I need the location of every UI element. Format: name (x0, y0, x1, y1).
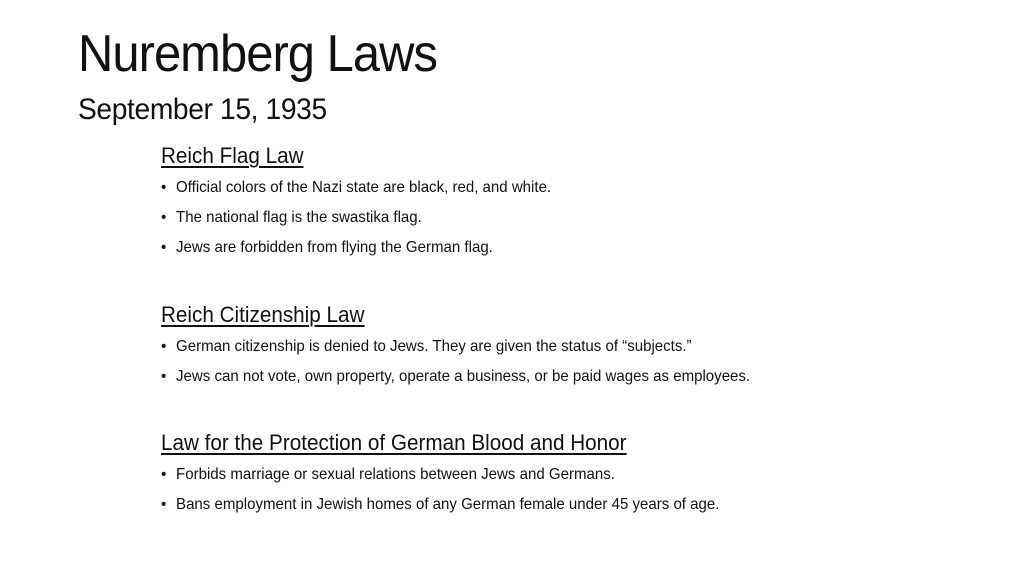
bullet-icon: • (161, 179, 167, 196)
bullet-text: Jews can not vote, own property, operate a business, or be paid wages as employees. (176, 368, 751, 385)
section-blood-and-honor-law (161, 430, 981, 520)
bullet-icon: • (161, 496, 167, 513)
bullet-item (161, 203, 932, 233)
bullet-list (161, 460, 981, 520)
slide-subtitle: September 15, 1935 (78, 93, 327, 126)
section-heading: Reich Citizenship Law (161, 302, 365, 327)
bullet-item (161, 233, 932, 263)
bullet-list (161, 332, 981, 392)
bullet-text: Jews are forbidden from flying the German flag. (176, 239, 493, 256)
bullet-text: Official colors of the Nazi state are black, red, and white. (176, 179, 552, 196)
bullet-icon: • (161, 209, 167, 226)
bullet-icon: • (161, 338, 167, 355)
slide-title: Nuremberg Laws (78, 25, 438, 83)
bullet-text: German citizenship is denied to Jews. They are given the status of “subjects.” (176, 338, 692, 355)
bullet-item (161, 460, 932, 490)
section-heading: Law for the Protection of German Blood and Honor (161, 430, 627, 455)
bullet-list (161, 173, 981, 263)
bullet-text: Forbids marriage or sexual relations between Jews and Germans. (176, 466, 615, 483)
bullet-icon: • (161, 368, 167, 385)
bullet-icon: • (161, 239, 167, 256)
section-reich-flag-law (161, 143, 981, 263)
bullet-text: Bans employment in Jewish homes of any German female under 45 years of age. (176, 496, 720, 513)
bullet-item (161, 332, 932, 362)
bullet-item (161, 362, 932, 392)
bullet-item (161, 173, 932, 203)
bullet-item (161, 490, 932, 520)
section-reich-citizenship-law (161, 302, 981, 392)
bullet-icon: • (161, 466, 167, 483)
bullet-text: The national flag is the swastika flag. (176, 209, 422, 226)
section-heading: Reich Flag Law (161, 143, 304, 168)
